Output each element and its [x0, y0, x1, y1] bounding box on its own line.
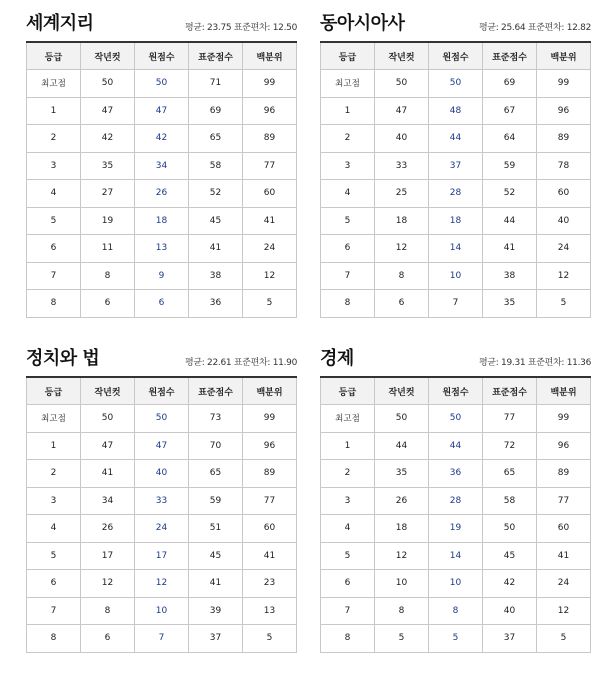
- table-header-row: [27, 42, 297, 70]
- raw-score-cell: 18: [429, 207, 483, 235]
- last-year-cut-cell: 19: [81, 207, 135, 235]
- raw-score-cell: 40: [135, 460, 189, 488]
- raw-score-cell: 36: [429, 460, 483, 488]
- percentile-cell: 40: [537, 207, 591, 235]
- grade-cell: 1: [321, 432, 375, 460]
- last-year-cut-cell: 26: [81, 515, 135, 543]
- last-year-cut-cell: 42: [81, 125, 135, 153]
- percentile-cell: 12: [537, 262, 591, 290]
- last-year-cut-cell: 40: [375, 125, 429, 153]
- percentile-cell: 77: [537, 487, 591, 515]
- table-row: [321, 542, 591, 570]
- standard-score-cell: 40: [483, 597, 537, 625]
- last-year-cut-cell: 12: [375, 542, 429, 570]
- column-header: 작년컷: [375, 377, 429, 405]
- column-header: 백분위: [537, 377, 591, 405]
- last-year-cut-cell: 12: [81, 570, 135, 598]
- column-header: 원점수: [135, 42, 189, 70]
- grade-cell: 4: [27, 180, 81, 208]
- percentile-cell: 77: [243, 152, 297, 180]
- column-header: 표준점수: [189, 377, 243, 405]
- last-year-cut-cell: 27: [81, 180, 135, 208]
- column-header: 등급: [27, 42, 81, 70]
- panel-economics: [320, 342, 591, 653]
- table-row: [27, 597, 297, 625]
- table-row: [27, 487, 297, 515]
- table-row: [321, 515, 591, 543]
- percentile-cell: 24: [243, 235, 297, 263]
- column-header: 백분위: [243, 377, 297, 405]
- grade-cell: 8: [321, 625, 375, 653]
- raw-score-cell: 14: [429, 235, 483, 263]
- table-row: [321, 597, 591, 625]
- grade-cell: 2: [27, 125, 81, 153]
- table-row: [27, 405, 297, 433]
- standard-score-cell: 65: [483, 460, 537, 488]
- percentile-cell: 12: [537, 597, 591, 625]
- table-row: [27, 152, 297, 180]
- grade-cell: 최고점: [321, 405, 375, 433]
- grade-cell: 8: [27, 290, 81, 318]
- standard-score-cell: 37: [483, 625, 537, 653]
- grade-cell: 5: [27, 207, 81, 235]
- raw-score-cell: 9: [135, 262, 189, 290]
- percentile-cell: 89: [243, 125, 297, 153]
- grade-cell: 7: [321, 262, 375, 290]
- raw-score-cell: 10: [429, 570, 483, 598]
- last-year-cut-cell: 50: [81, 405, 135, 433]
- standard-score-cell: 35: [483, 290, 537, 318]
- standard-score-cell: 45: [189, 542, 243, 570]
- last-year-cut-cell: 8: [375, 262, 429, 290]
- table-row: [321, 487, 591, 515]
- last-year-cut-cell: 17: [81, 542, 135, 570]
- raw-score-cell: 19: [429, 515, 483, 543]
- last-year-cut-cell: 34: [81, 487, 135, 515]
- raw-score-cell: 50: [135, 405, 189, 433]
- grade-cell: 8: [321, 290, 375, 318]
- column-header: 작년컷: [81, 377, 135, 405]
- table-row: [321, 125, 591, 153]
- grade-cell: 3: [27, 487, 81, 515]
- table-row: [27, 97, 297, 125]
- panel-header: [320, 342, 591, 376]
- standard-score-cell: 50: [483, 515, 537, 543]
- raw-score-cell: 48: [429, 97, 483, 125]
- standard-score-cell: 41: [189, 235, 243, 263]
- standard-score-cell: 67: [483, 97, 537, 125]
- subject-stats: 평균: 23.75 표준편차: 12.50: [184, 23, 297, 33]
- column-header: 원점수: [135, 377, 189, 405]
- last-year-cut-cell: 8: [375, 597, 429, 625]
- grade-cell: 최고점: [27, 405, 81, 433]
- table-row: [321, 235, 591, 263]
- grade-cell: 4: [321, 180, 375, 208]
- standard-score-cell: 41: [483, 235, 537, 263]
- grade-cell: 8: [27, 625, 81, 653]
- grade-cell: 2: [27, 460, 81, 488]
- table-row: [321, 460, 591, 488]
- percentile-cell: 96: [243, 97, 297, 125]
- standard-score-cell: 45: [189, 207, 243, 235]
- last-year-cut-cell: 47: [81, 97, 135, 125]
- last-year-cut-cell: 47: [375, 97, 429, 125]
- column-header: 표준점수: [483, 42, 537, 70]
- raw-score-cell: 14: [429, 542, 483, 570]
- grade-cell: 7: [27, 597, 81, 625]
- raw-score-cell: 50: [135, 70, 189, 98]
- raw-score-cell: 50: [429, 405, 483, 433]
- percentile-cell: 60: [537, 180, 591, 208]
- standard-score-cell: 38: [483, 262, 537, 290]
- table-row: [27, 262, 297, 290]
- last-year-cut-cell: 6: [81, 290, 135, 318]
- column-header: 작년컷: [81, 42, 135, 70]
- last-year-cut-cell: 50: [81, 70, 135, 98]
- raw-score-cell: 42: [135, 125, 189, 153]
- standard-score-cell: 37: [189, 625, 243, 653]
- percentile-cell: 96: [537, 432, 591, 460]
- panel-header: [26, 7, 297, 41]
- panel-header: [26, 342, 297, 376]
- column-header: 백분위: [243, 42, 297, 70]
- column-header: 등급: [27, 377, 81, 405]
- last-year-cut-cell: 18: [375, 207, 429, 235]
- percentile-cell: 60: [243, 180, 297, 208]
- column-header: 등급: [321, 377, 375, 405]
- standard-score-cell: 44: [483, 207, 537, 235]
- subject-stats: 평균: 25.64 표준편차: 12.82: [478, 23, 591, 33]
- column-header: 표준점수: [483, 377, 537, 405]
- raw-score-cell: 28: [429, 487, 483, 515]
- raw-score-cell: 8: [429, 597, 483, 625]
- percentile-cell: 78: [537, 152, 591, 180]
- percentile-cell: 89: [537, 460, 591, 488]
- raw-score-cell: 47: [135, 432, 189, 460]
- raw-score-cell: 17: [135, 542, 189, 570]
- raw-score-cell: 6: [135, 290, 189, 318]
- column-header: 표준점수: [189, 42, 243, 70]
- table-header-row: [27, 377, 297, 405]
- grade-cell: 5: [321, 207, 375, 235]
- standard-score-cell: 73: [189, 405, 243, 433]
- standard-score-cell: 64: [483, 125, 537, 153]
- last-year-cut-cell: 35: [81, 152, 135, 180]
- raw-score-cell: 18: [135, 207, 189, 235]
- grade-cell: 6: [27, 235, 81, 263]
- panel-east-asian-history: [320, 7, 591, 318]
- raw-score-cell: 10: [429, 262, 483, 290]
- grade-cell: 최고점: [321, 70, 375, 98]
- last-year-cut-cell: 50: [375, 70, 429, 98]
- column-header: 백분위: [537, 42, 591, 70]
- percentile-cell: 99: [537, 70, 591, 98]
- last-year-cut-cell: 11: [81, 235, 135, 263]
- raw-score-cell: 5: [429, 625, 483, 653]
- percentile-cell: 23: [243, 570, 297, 598]
- table-row: [321, 625, 591, 653]
- raw-score-cell: 47: [135, 97, 189, 125]
- last-year-cut-cell: 6: [375, 290, 429, 318]
- raw-score-cell: 50: [429, 70, 483, 98]
- table-header-row: [321, 377, 591, 405]
- standard-score-cell: 59: [483, 152, 537, 180]
- standard-score-cell: 65: [189, 460, 243, 488]
- table-row: [27, 515, 297, 543]
- grade-cell: 2: [321, 460, 375, 488]
- last-year-cut-cell: 8: [81, 597, 135, 625]
- panel-header: [320, 7, 591, 41]
- percentile-cell: 24: [537, 235, 591, 263]
- table-row: [27, 625, 297, 653]
- grade-table: [26, 376, 297, 653]
- percentile-cell: 96: [243, 432, 297, 460]
- grade-cell: 4: [321, 515, 375, 543]
- column-header: 원점수: [429, 377, 483, 405]
- percentile-cell: 24: [537, 570, 591, 598]
- grade-cell: 1: [321, 97, 375, 125]
- table-row: [321, 432, 591, 460]
- last-year-cut-cell: 33: [375, 152, 429, 180]
- table-row: [321, 97, 591, 125]
- subject-title: 동아시아사: [320, 13, 405, 34]
- percentile-cell: 89: [537, 125, 591, 153]
- standard-score-cell: 51: [189, 515, 243, 543]
- grade-cell: 6: [27, 570, 81, 598]
- panel-world-geography: [26, 7, 297, 318]
- last-year-cut-cell: 47: [81, 432, 135, 460]
- last-year-cut-cell: 50: [375, 405, 429, 433]
- last-year-cut-cell: 44: [375, 432, 429, 460]
- table-row: [27, 70, 297, 98]
- grade-table: [26, 41, 297, 318]
- percentile-cell: 5: [537, 625, 591, 653]
- grade-cell: 2: [321, 125, 375, 153]
- percentile-cell: 13: [243, 597, 297, 625]
- raw-score-cell: 44: [429, 432, 483, 460]
- table-row: [27, 125, 297, 153]
- standard-score-cell: 72: [483, 432, 537, 460]
- panel-politics-and-law: [26, 342, 297, 653]
- grade-cell: 3: [27, 152, 81, 180]
- last-year-cut-cell: 18: [375, 515, 429, 543]
- table-header-row: [321, 42, 591, 70]
- standard-score-cell: 77: [483, 405, 537, 433]
- subject-title: 경제: [320, 348, 354, 369]
- table-row: [27, 570, 297, 598]
- standard-score-cell: 59: [189, 487, 243, 515]
- last-year-cut-cell: 8: [81, 262, 135, 290]
- standard-score-cell: 71: [189, 70, 243, 98]
- percentile-cell: 41: [537, 542, 591, 570]
- last-year-cut-cell: 41: [81, 460, 135, 488]
- table-row: [27, 207, 297, 235]
- raw-score-cell: 7: [135, 625, 189, 653]
- standard-score-cell: 52: [189, 180, 243, 208]
- last-year-cut-cell: 25: [375, 180, 429, 208]
- raw-score-cell: 12: [135, 570, 189, 598]
- table-row: [321, 405, 591, 433]
- percentile-cell: 5: [537, 290, 591, 318]
- last-year-cut-cell: 6: [81, 625, 135, 653]
- standard-score-cell: 42: [483, 570, 537, 598]
- last-year-cut-cell: 10: [375, 570, 429, 598]
- raw-score-cell: 37: [429, 152, 483, 180]
- standard-score-cell: 70: [189, 432, 243, 460]
- column-header: 작년컷: [375, 42, 429, 70]
- standard-score-cell: 39: [189, 597, 243, 625]
- standard-score-cell: 38: [189, 262, 243, 290]
- raw-score-cell: 34: [135, 152, 189, 180]
- table-row: [27, 432, 297, 460]
- standard-score-cell: 41: [189, 570, 243, 598]
- grade-cell: 3: [321, 487, 375, 515]
- grade-cell: 3: [321, 152, 375, 180]
- percentile-cell: 60: [243, 515, 297, 543]
- standard-score-cell: 58: [189, 152, 243, 180]
- percentile-cell: 5: [243, 625, 297, 653]
- standard-score-cell: 45: [483, 542, 537, 570]
- percentile-cell: 99: [537, 405, 591, 433]
- grade-cell: 5: [321, 542, 375, 570]
- standard-score-cell: 65: [189, 125, 243, 153]
- raw-score-cell: 10: [135, 597, 189, 625]
- grade-cell: 5: [27, 542, 81, 570]
- standard-score-cell: 58: [483, 487, 537, 515]
- grade-cell: 7: [27, 262, 81, 290]
- percentile-cell: 60: [537, 515, 591, 543]
- percentile-cell: 41: [243, 542, 297, 570]
- table-row: [321, 290, 591, 318]
- percentile-cell: 99: [243, 405, 297, 433]
- percentile-cell: 77: [243, 487, 297, 515]
- standard-score-cell: 52: [483, 180, 537, 208]
- table-row: [321, 180, 591, 208]
- percentile-cell: 41: [243, 207, 297, 235]
- table-row: [27, 180, 297, 208]
- table-row: [321, 152, 591, 180]
- column-header: 등급: [321, 42, 375, 70]
- last-year-cut-cell: 35: [375, 460, 429, 488]
- subject-title: 세계지리: [26, 13, 94, 34]
- grade-cell: 1: [27, 97, 81, 125]
- percentile-cell: 96: [537, 97, 591, 125]
- table-row: [27, 235, 297, 263]
- table-row: [321, 70, 591, 98]
- subject-stats: 평균: 22.61 표준편차: 11.90: [184, 358, 297, 368]
- last-year-cut-cell: 26: [375, 487, 429, 515]
- percentile-cell: 89: [243, 460, 297, 488]
- grade-cell: 6: [321, 235, 375, 263]
- grade-cell: 1: [27, 432, 81, 460]
- percentile-cell: 12: [243, 262, 297, 290]
- standard-score-cell: 69: [483, 70, 537, 98]
- table-row: [27, 460, 297, 488]
- standard-score-cell: 36: [189, 290, 243, 318]
- raw-score-cell: 13: [135, 235, 189, 263]
- subject-title: 정치와 법: [26, 348, 100, 369]
- grade-cell: 최고점: [27, 70, 81, 98]
- table-row: [27, 290, 297, 318]
- grade-table: [320, 41, 591, 318]
- table-row: [321, 262, 591, 290]
- raw-score-cell: 7: [429, 290, 483, 318]
- table-row: [321, 207, 591, 235]
- grade-table: [320, 376, 591, 653]
- column-header: 원점수: [429, 42, 483, 70]
- standard-score-cell: 69: [189, 97, 243, 125]
- raw-score-cell: 44: [429, 125, 483, 153]
- raw-score-cell: 26: [135, 180, 189, 208]
- raw-score-cell: 28: [429, 180, 483, 208]
- grade-cell: 6: [321, 570, 375, 598]
- percentile-cell: 99: [243, 70, 297, 98]
- subject-stats: 평균: 19.31 표준편차: 11.36: [478, 358, 591, 368]
- last-year-cut-cell: 5: [375, 625, 429, 653]
- raw-score-cell: 33: [135, 487, 189, 515]
- percentile-cell: 5: [243, 290, 297, 318]
- raw-score-cell: 24: [135, 515, 189, 543]
- table-row: [27, 542, 297, 570]
- grade-cell: 4: [27, 515, 81, 543]
- last-year-cut-cell: 12: [375, 235, 429, 263]
- grade-cell: 7: [321, 597, 375, 625]
- table-row: [321, 570, 591, 598]
